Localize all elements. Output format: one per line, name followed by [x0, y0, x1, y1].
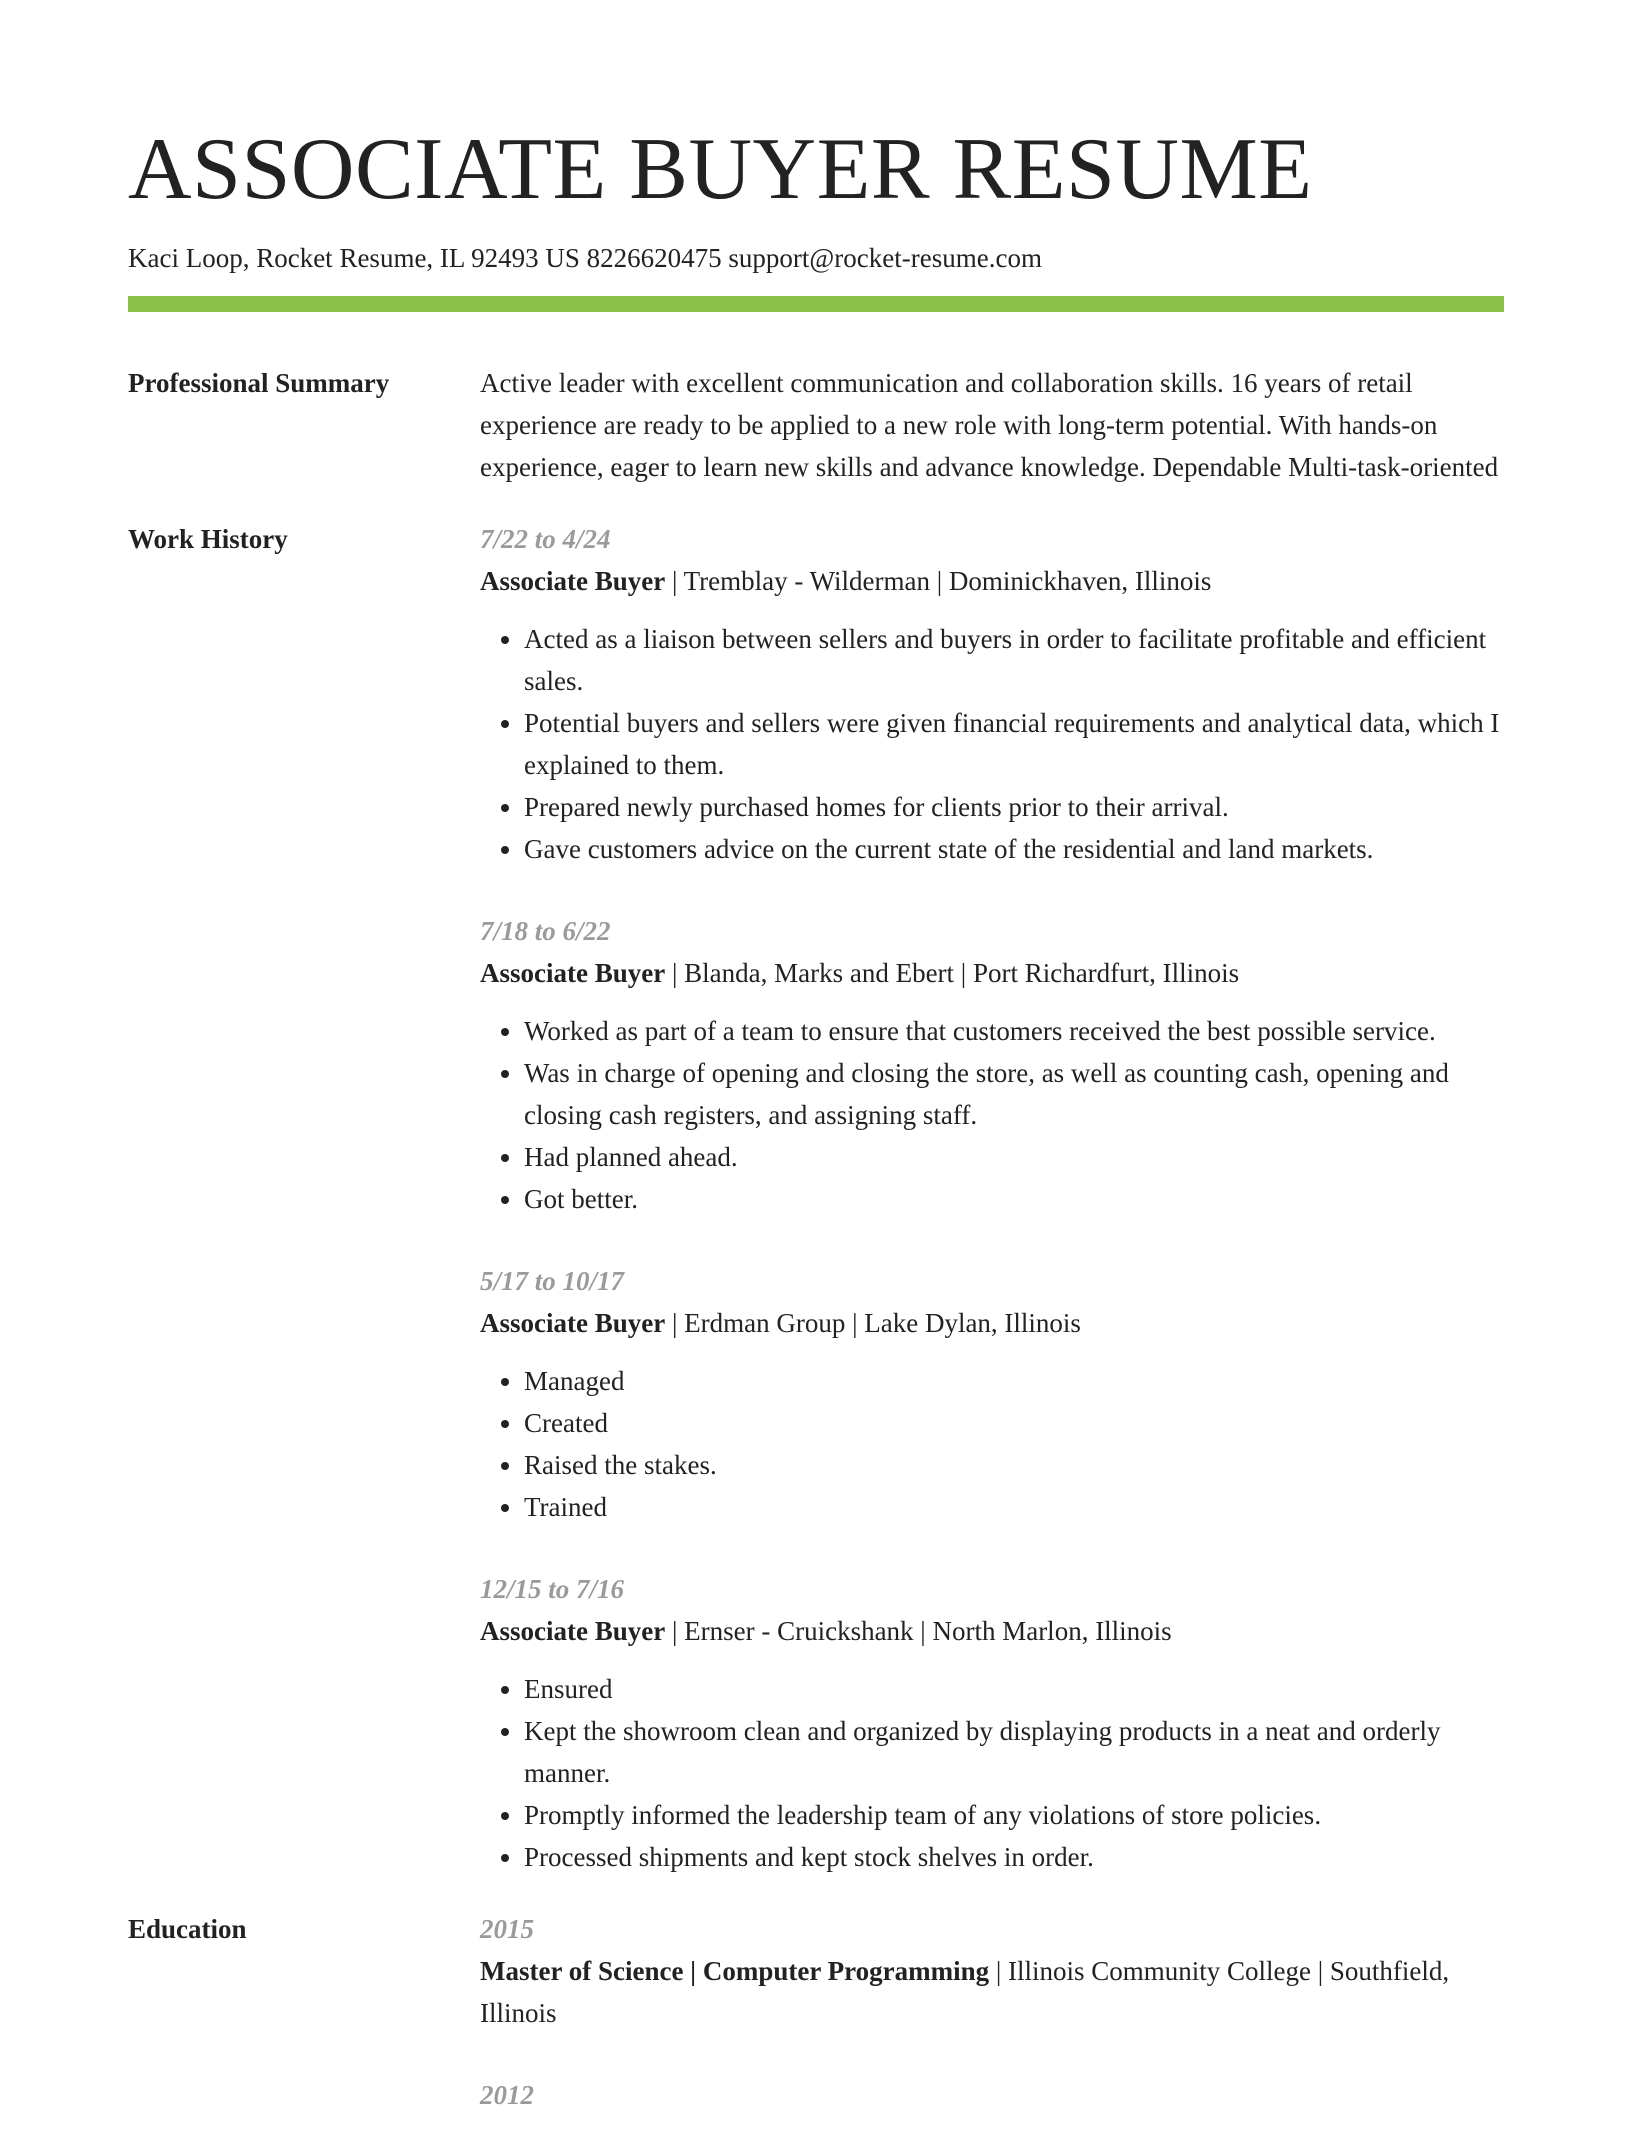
job-bullet: • Got better. — [524, 1178, 1504, 1220]
resume-page — [128, 118, 1504, 2156]
job-title: Associate Buyer — [480, 1616, 666, 1646]
job-employer-location: | Ernser - Cruickshank | North Marlon, Illinois — [665, 1616, 1172, 1646]
job-dates: 7/18 to 6/22 — [480, 916, 611, 946]
section-professional-summary — [128, 362, 1504, 488]
job-bullet: • Had planned ahead. — [524, 1136, 1504, 1178]
job-entry — [480, 1260, 1504, 1528]
section-education — [128, 1908, 1504, 2156]
job-bullet: • Processed shipments and kept stock shelves in order. — [524, 1836, 1504, 1878]
job-entry — [480, 910, 1504, 1220]
job-employer-location: | Blanda, Marks and Ebert | Port Richardfurt, Illinois — [665, 958, 1240, 988]
job-heading — [480, 1302, 1504, 1344]
education-year: 2015 — [480, 1914, 534, 1944]
job-heading — [480, 952, 1504, 994]
job-entry — [480, 1568, 1504, 1878]
job-title: Associate Buyer — [480, 566, 666, 596]
work-history-body — [480, 518, 1504, 1878]
section-label-education: Education — [128, 1914, 247, 1944]
education-entry — [480, 1908, 1504, 2034]
education-degree: Master of Science | Computer Programming — [480, 1956, 990, 1986]
job-dates: 5/17 to 10/17 — [480, 1266, 625, 1296]
section-label-summary: Professional Summary — [128, 368, 390, 398]
job-bullet: • Potential buyers and sellers were given financial requirements and analytical data, which I explained to them. — [524, 702, 1504, 786]
job-bullet: • Managed — [524, 1360, 1504, 1402]
job-bullet: • Created — [524, 1402, 1504, 1444]
job-bullets — [480, 1668, 1504, 1878]
job-bullet: • Gave customers advice on the current state of the residential and land markets. — [524, 828, 1504, 870]
job-dates: 12/15 to 7/16 — [480, 1574, 625, 1604]
section-label-work-history: Work History — [128, 524, 288, 554]
job-bullet: • Ensured — [524, 1668, 1504, 1710]
job-employer-location: | Erdman Group | Lake Dylan, Illinois — [665, 1308, 1081, 1338]
job-bullets — [480, 618, 1504, 870]
summary-text: Active leader with excellent communication and collaboration skills. 16 years of retail experience are ready to be applied to a new role with long-term potential. With hands-on experience, eager to learn new skills and advance knowledge. Dependable Multi-task-oriented — [480, 368, 1499, 482]
education-heading — [480, 1950, 1504, 2034]
job-bullet: • Raised the stakes. — [524, 1444, 1504, 1486]
job-entry — [480, 518, 1504, 870]
education-year: 2012 — [480, 2080, 534, 2110]
accent-divider — [128, 296, 1504, 312]
section-work-history — [128, 518, 1504, 1878]
summary-body — [480, 362, 1504, 488]
job-bullet: • Acted as a liaison between sellers and buyers in order to facilitate profitable and efficient sales. — [524, 618, 1504, 702]
education-entry — [480, 2074, 1504, 2116]
education-body — [480, 1908, 1504, 2156]
job-bullet: • Kept the showroom clean and organized by displaying products in a neat and orderly manner. — [524, 1710, 1504, 1794]
job-bullet: • Promptly informed the leadership team of any violations of store policies. — [524, 1794, 1504, 1836]
job-bullet: • Trained — [524, 1486, 1504, 1528]
job-heading — [480, 560, 1504, 602]
job-bullets — [480, 1360, 1504, 1528]
job-dates: 7/22 to 4/24 — [480, 524, 611, 554]
job-title: Associate Buyer — [480, 1308, 666, 1338]
job-heading — [480, 1610, 1504, 1652]
job-bullet: • Worked as part of a team to ensure that customers received the best possible service. — [524, 1010, 1504, 1052]
resume-title: ASSOCIATE BUYER RESUME — [128, 121, 1313, 218]
job-employer-location: | Tremblay - Wilderman | Dominickhaven, Illinois — [665, 566, 1212, 596]
job-title: Associate Buyer — [480, 958, 666, 988]
education-school-location: | Illinois Community College | Southfield, Illinois — [480, 1956, 1450, 2028]
job-bullet: • Prepared newly purchased homes for clients prior to their arrival. — [524, 786, 1504, 828]
contact-line: Kaci Loop, Rocket Resume, IL 92493 US 8226620475 support@rocket-resume.com — [128, 243, 1042, 273]
job-bullets — [480, 1010, 1504, 1220]
job-bullet: • Was in charge of opening and closing the store, as well as counting cash, opening and closing cash registers, and assigning staff. — [524, 1052, 1504, 1136]
